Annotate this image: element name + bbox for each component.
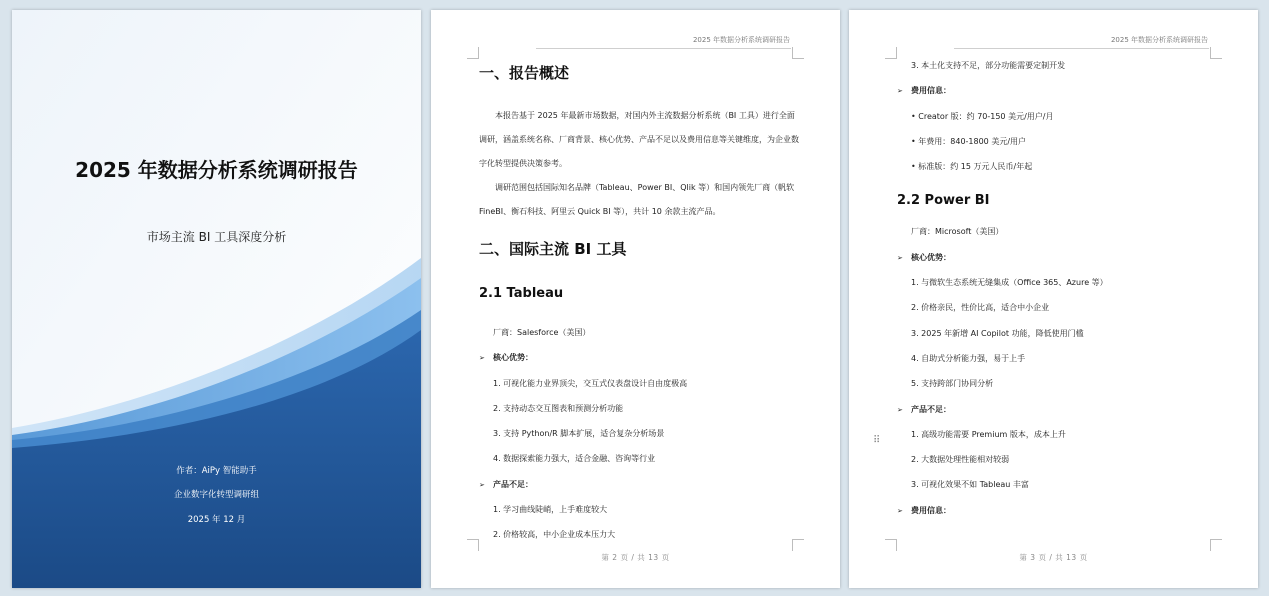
page-2 — [431, 10, 840, 588]
advantages-label-text: 核心优势： — [911, 252, 951, 262]
list-item: 2. 价格亲民，性价比高，适合中小企业 — [911, 303, 1050, 313]
powerbi-disadvantages-label — [897, 397, 1217, 422]
arrow-bullet-icon: ➢ — [479, 354, 485, 363]
list-item: 1. 可视化能力业界顶尖，交互式仪表盘设计自由度极高 — [493, 378, 688, 388]
heading-international-bi: 二、国际主流 BI 工具 — [479, 240, 627, 258]
fee-label-text: 费用信息： — [911, 86, 951, 96]
header-divider — [954, 48, 1209, 49]
powerbi-vendor: 厂商：Microsoft（美国） — [911, 227, 1004, 237]
list-item: 2. 大数据处理性能相对较弱 — [911, 455, 1010, 465]
list-item: 4. 数据探索能力强大，适合金融、咨询等行业 — [493, 454, 656, 464]
page-2-body[interactable] — [479, 62, 799, 548]
list-item: 1. 学习曲线陡峭，上手难度较大 — [493, 505, 608, 515]
list-item: • Creator 版：约 70-150 美元/用户/月 — [911, 111, 1054, 121]
heading-report-overview: 一、报告概述 — [479, 64, 570, 82]
arrow-bullet-icon: ➢ — [897, 405, 903, 414]
tableau-fee-label — [897, 78, 1217, 103]
arrow-bullet-icon: ➢ — [479, 480, 485, 489]
tableau-disadvantages-label — [479, 472, 799, 497]
tableau-advantages-label — [479, 345, 799, 370]
disadvantages-label-text: 产品不足： — [911, 404, 951, 414]
heading-power-bi: 2.2 Power BI — [897, 193, 990, 209]
margin-corner-mark — [792, 47, 804, 59]
margin-corner-mark — [885, 47, 897, 59]
margin-corner-mark — [467, 47, 479, 59]
list-item: • 标准版：约 15 万元人民币/年起 — [911, 162, 1033, 172]
list-item: • 年费用：840-1800 美元/用户 — [911, 136, 1027, 146]
powerbi-advantages-label — [897, 245, 1217, 270]
running-header: 2025 年数据分析系统调研报告 — [1110, 36, 1208, 44]
list-item: 3. 支持 Python/R 脚本扩展，适合复杂分析场景 — [493, 429, 665, 439]
list-item: 2. 价格较高，中小企业成本压力大 — [493, 530, 616, 540]
tableau-vendor: 厂商：Salesforce（美国） — [493, 328, 591, 337]
list-item: 2. 支持动态交互图表和预测分析功能 — [493, 403, 624, 413]
disadvantages-label-text: 产品不足： — [493, 479, 533, 489]
running-header: 2025 年数据分析系统调研报告 — [692, 36, 790, 44]
cover-page — [12, 10, 421, 588]
cover-author: 作者：AiPy 智能助手 — [176, 466, 257, 476]
advantages-label-text: 核心优势： — [493, 353, 533, 363]
list-item: 3. 可视化效果不如 Tableau 丰富 — [911, 480, 1029, 490]
cover-date: 2025 年 12 月 — [187, 515, 246, 525]
margin-corner-mark — [885, 539, 897, 551]
arrow-bullet-icon: ➢ — [897, 87, 903, 96]
cover-subtitle: 市场主流 BI 工具深度分析 — [146, 230, 287, 244]
page-number-footer: 第 2 页 / 共 13 页 — [601, 553, 670, 562]
page-number-footer: 第 3 页 / 共 13 页 — [1019, 553, 1088, 562]
margin-corner-mark — [467, 539, 479, 551]
arrow-bullet-icon: ➢ — [897, 253, 903, 262]
header-divider — [536, 48, 791, 49]
drag-handle-icon[interactable]: ⠿ — [873, 435, 880, 446]
powerbi-fee-label — [897, 498, 1217, 523]
cover-title: 2025 年数据分析系统调研报告 — [75, 158, 358, 182]
overview-paragraph-2: 调研范围包括国际知名品牌（Tableau、Power BI、Qlik 等）和国内领先厂商（帆软 FineBI、衡石科技、阿里云 Quick BI 等），共计 10 余款主流产品。 — [479, 183, 795, 216]
heading-tableau: 2.1 Tableau — [479, 286, 564, 301]
list-item: 1. 高级功能需要 Premium 版本，成本上升 — [911, 429, 1066, 439]
list-item: 3. 本土化支持不足，部分功能需要定制开发 — [911, 61, 1066, 70]
arrow-bullet-icon: ➢ — [897, 506, 903, 515]
list-item: 5. 支持跨部门协同分析 — [911, 379, 994, 389]
overview-paragraph-1: 本报告基于 2025 年最新市场数据，对国内外主流数据分析系统（BI 工具）进行全面调研，涵盖系统名称、厂商背景、核心优势、产品不足以及费用信息等关键维度，为企业数字化转型提供决策参考。 — [479, 111, 799, 168]
list-item: 3. 2025 年新增 AI Copilot 功能，降低使用门槛 — [911, 328, 1084, 338]
fee-label-text: 费用信息： — [911, 505, 951, 515]
cover-organization: 企业数字化转型调研组 — [173, 490, 259, 500]
list-item: 1. 与微软生态系统无缝集成（Office 365、Azure 等） — [911, 278, 1108, 288]
list-item: 4. 自助式分析能力强，易于上手 — [911, 353, 1026, 363]
page-3-body[interactable] — [897, 53, 1217, 523]
page-3 — [849, 10, 1258, 588]
margin-corner-mark — [1210, 539, 1222, 551]
cover-wave-graphic — [12, 10, 421, 588]
